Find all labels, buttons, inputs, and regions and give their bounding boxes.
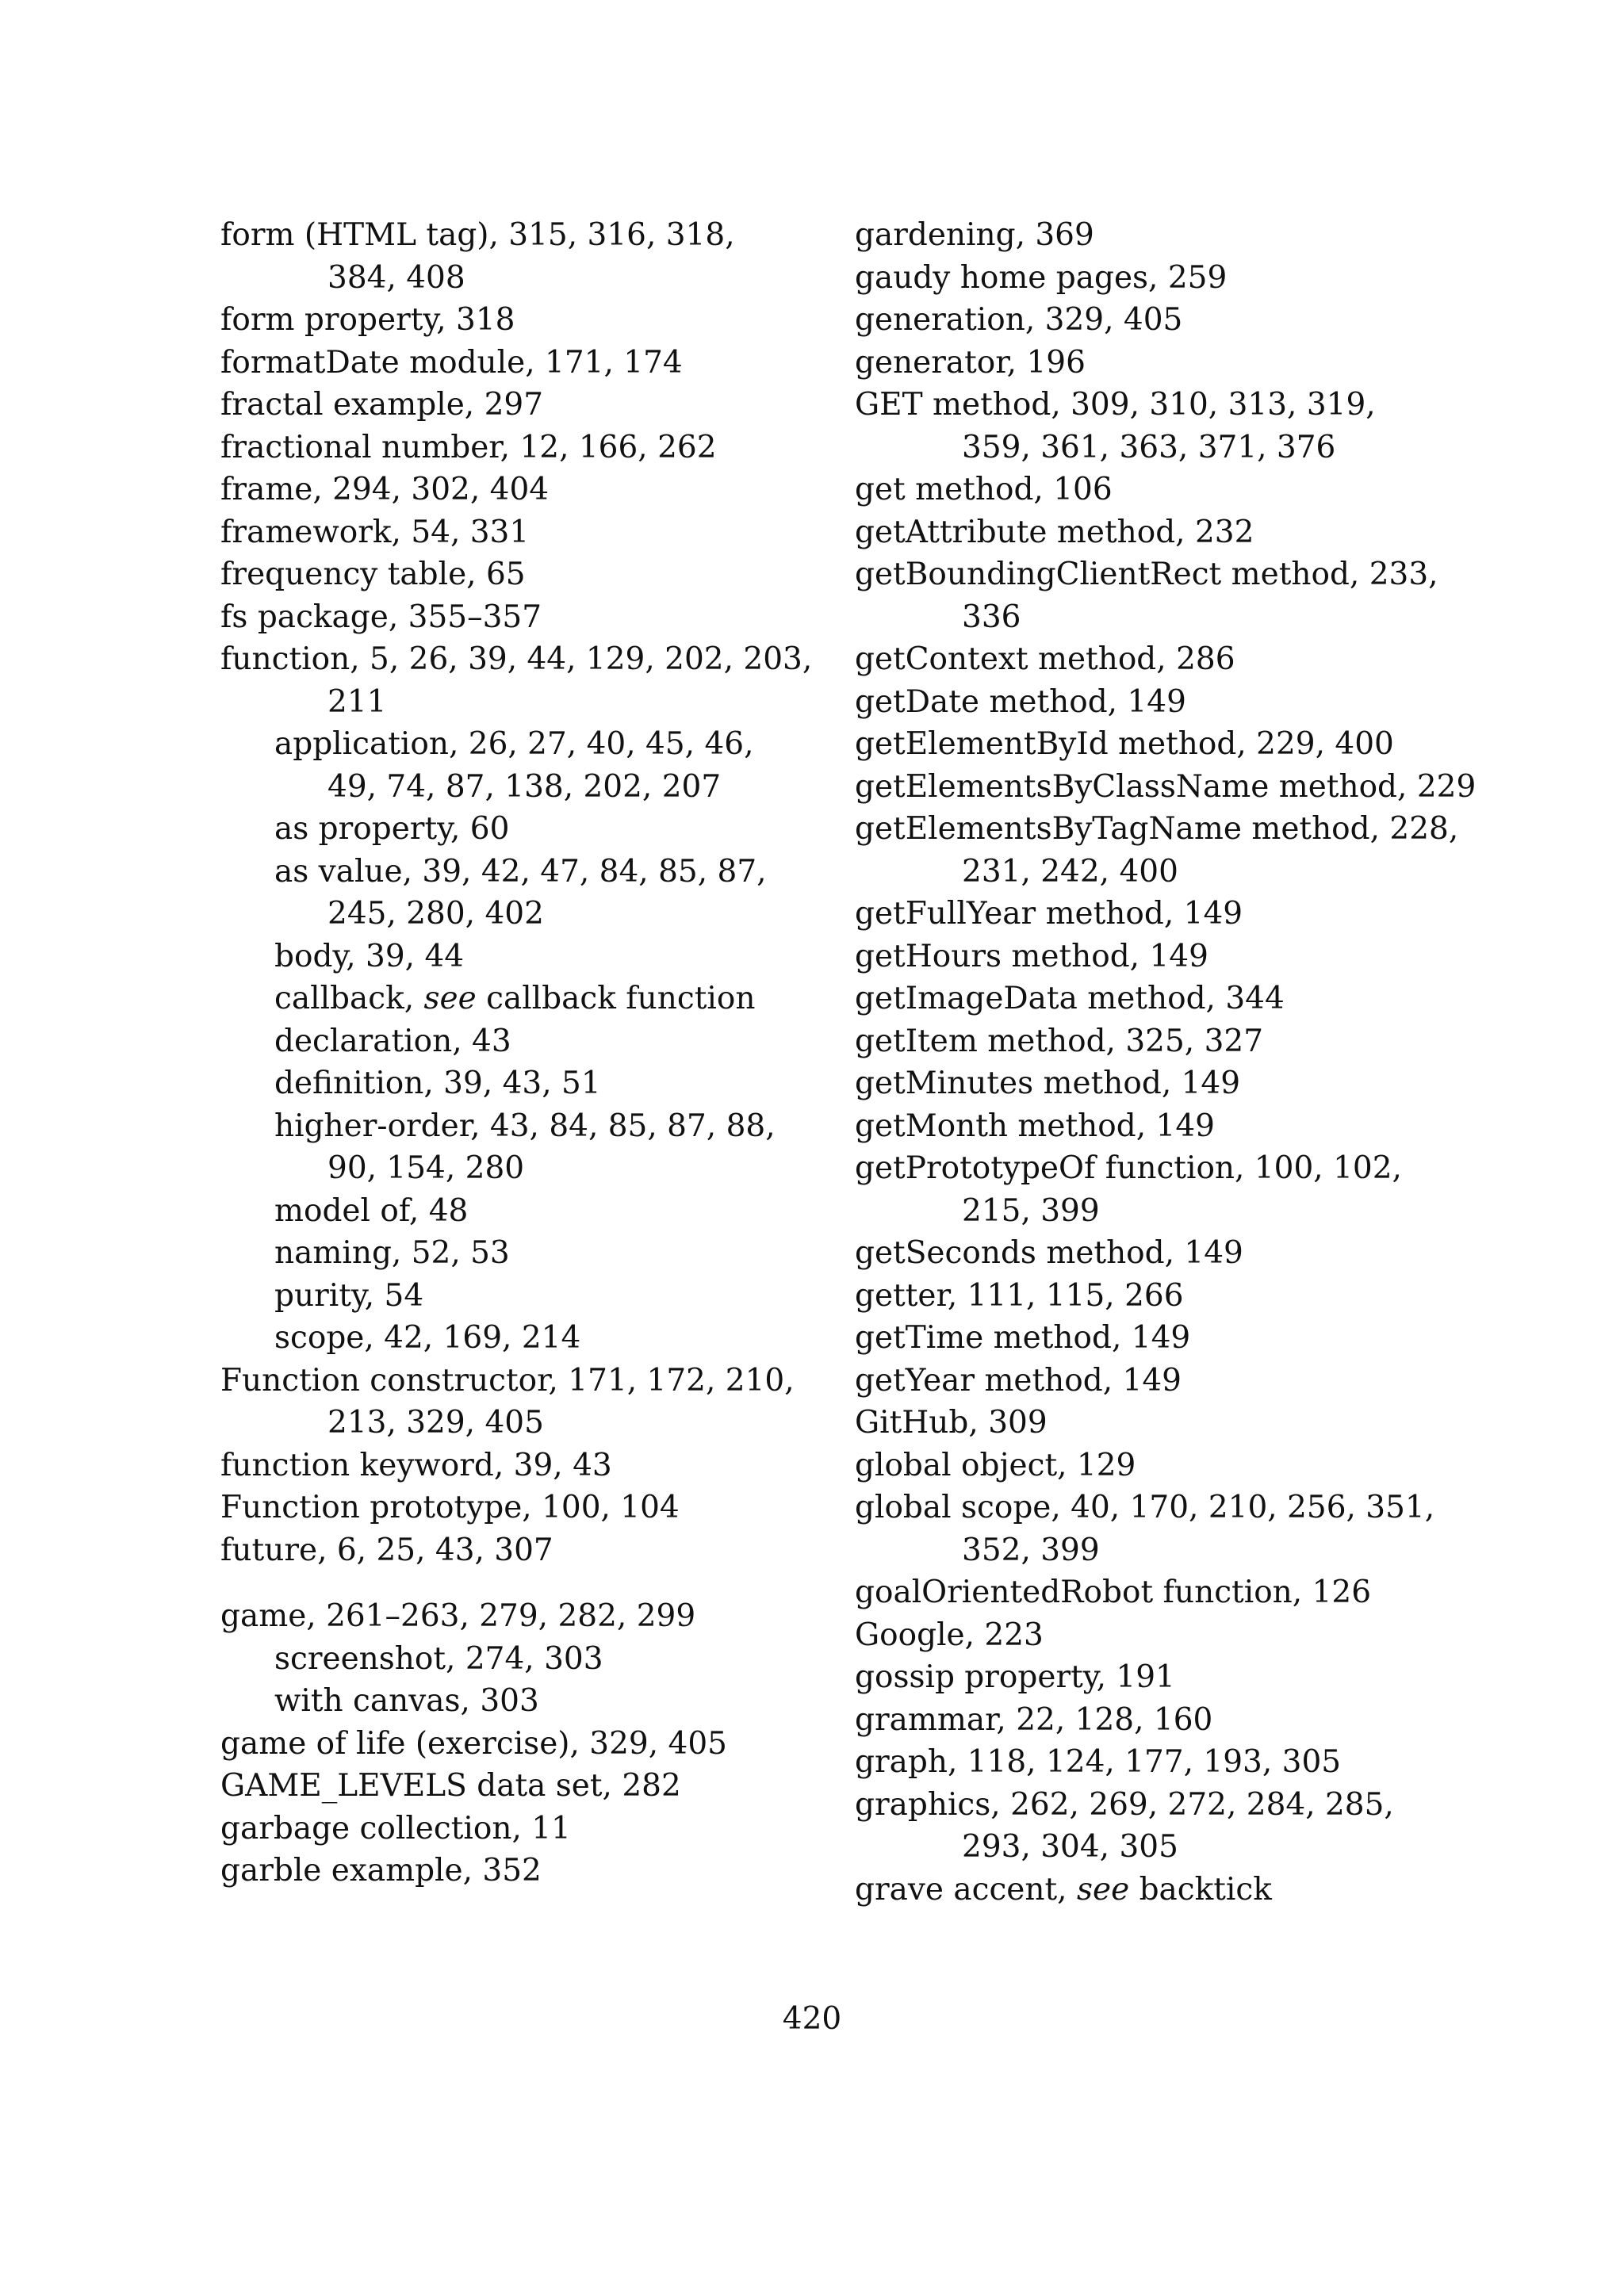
index-entry: global scope, 40, 170, 210, 256, 351, — [855, 1490, 1435, 1525]
index-entry: future, 6, 25, 43, 307 — [220, 1532, 553, 1568]
index-entry-continuation: 215, 399 — [962, 1192, 1100, 1229]
index-column-right — [855, 214, 1477, 1911]
index-entry: getYear method, 149 — [855, 1362, 1182, 1399]
index-entry-continuation: 49, 74, 87, 138, 202, 207 — [327, 768, 722, 805]
index-entry: grammar, 22, 128, 160 — [855, 1701, 1213, 1738]
index-entry: GitHub, 309 — [855, 1405, 1048, 1441]
see-target: callback function — [476, 981, 756, 1016]
index-entry-text: callback, — [274, 981, 424, 1016]
index-entry-continuation: 336 — [962, 599, 1021, 635]
index-entry-text: grave accent, — [855, 1871, 1077, 1908]
index-entry: form property, 318 — [220, 302, 515, 338]
index-subentry: declaration, 43 — [274, 1023, 511, 1059]
index-entry: game of life (exercise), 329, 405 — [220, 1725, 727, 1762]
index-entry: getElementsByClassName method, 229 — [855, 768, 1477, 805]
see-target: backtick — [1129, 1871, 1272, 1908]
index-entry: getItem method, 325, 327 — [855, 1023, 1264, 1059]
index-entry: form (HTML tag), 315, 316, 318, — [220, 217, 735, 253]
index-entry: framework, 54, 331 — [220, 514, 530, 550]
index-column-left — [220, 214, 813, 1892]
index-entry: function keyword, 39, 43 — [220, 1447, 612, 1483]
see-reference: see — [1076, 1871, 1130, 1908]
index-entry: get method, 106 — [855, 472, 1113, 507]
index-entry-continuation: 245, 280, 402 — [327, 896, 544, 932]
index-entry: fs package, 355–357 — [220, 599, 542, 635]
index-entry: getElementById method, 229, 400 — [855, 726, 1394, 762]
index-entry-continuation: 213, 329, 405 — [327, 1405, 544, 1441]
index-entry: getImageData method, 344 — [855, 981, 1285, 1016]
index-subentry: definition, 39, 43, 51 — [274, 1066, 601, 1101]
index-entry — [855, 1869, 1410, 1911]
index-subentry: application, 26, 27, 40, 45, 46, — [274, 726, 754, 762]
index-entry: gaudy home pages, 259 — [855, 259, 1228, 296]
see-reference: see — [423, 981, 477, 1016]
index-entry: generator, 196 — [855, 344, 1086, 381]
index-entry: goalOrientedRobot function, 126 — [855, 1575, 1372, 1610]
index-entry: Google, 223 — [855, 1617, 1044, 1653]
index-entry-continuation: 352, 399 — [962, 1532, 1100, 1568]
index-entry-continuation: 211 — [327, 683, 387, 720]
index-subentry: scope, 42, 169, 214 — [274, 1320, 581, 1356]
index-entry: game, 261–263, 279, 282, 299 — [220, 1598, 696, 1634]
index-entry: garbage collection, 11 — [220, 1810, 571, 1846]
index-entry: function, 5, 26, 39, 44, 129, 202, 203, — [220, 641, 813, 677]
index-subentry: purity, 54 — [274, 1277, 424, 1314]
index-entry: generation, 329, 405 — [855, 302, 1183, 338]
index-subentry: naming, 52, 53 — [274, 1235, 510, 1271]
index-subentry: with canvas, 303 — [274, 1683, 539, 1719]
index-entry-continuation: 293, 304, 305 — [962, 1829, 1178, 1865]
index-entry: getTime method, 149 — [855, 1320, 1191, 1356]
index-entry-continuation: 90, 154, 280 — [327, 1150, 525, 1186]
index-entry: gardening, 369 — [855, 217, 1094, 253]
index-entry: frequency table, 65 — [220, 557, 526, 592]
index-entry: frame, 294, 302, 404 — [220, 472, 550, 507]
index-entry: getMonth method, 149 — [855, 1108, 1215, 1144]
index-entry-continuation: 384, 408 — [327, 259, 465, 296]
index-subentry: higher-order, 43, 84, 85, 87, 88, — [274, 1108, 776, 1144]
index-entry: getElementsByTagName method, 228, — [855, 811, 1459, 847]
index-entry: getSeconds method, 149 — [855, 1235, 1243, 1271]
index-subentry: body, 39, 44 — [274, 938, 465, 974]
index-subentry: as value, 39, 42, 47, 84, 85, 87, — [274, 853, 767, 890]
index-entry: gossip property, 191 — [855, 1659, 1175, 1695]
index-entry: getContext method, 286 — [855, 641, 1235, 677]
index-subentry: screenshot, 274, 303 — [274, 1640, 603, 1677]
index-entry: global object, 129 — [855, 1447, 1136, 1483]
index-entry: getPrototypeOf function, 100, 102, — [855, 1150, 1402, 1186]
index-subentry: model of, 48 — [274, 1192, 469, 1229]
index-entry: getDate method, 149 — [855, 683, 1186, 720]
index-subentry — [220, 978, 768, 1020]
index-entry: GAME_LEVELS data set, 282 — [220, 1768, 681, 1804]
page-number: 420 — [782, 2001, 842, 2037]
index-entry: getFullYear method, 149 — [855, 896, 1243, 932]
letter-group-gap — [220, 1571, 768, 1595]
index-entry: getMinutes method, 149 — [855, 1066, 1241, 1101]
index-entry: graphics, 262, 269, 272, 284, 285, — [855, 1786, 1394, 1823]
index-subentry: as property, 60 — [274, 811, 510, 847]
index-entry: getHours method, 149 — [855, 938, 1208, 974]
index-entry: Function constructor, 171, 172, 210, — [220, 1362, 795, 1399]
index-entry: GET method, 309, 310, 313, 319, — [855, 387, 1376, 423]
index-entry: Function prototype, 100, 104 — [220, 1490, 680, 1525]
index-entry: graph, 118, 124, 177, 193, 305 — [855, 1744, 1342, 1780]
index-entry: getter, 111, 115, 266 — [855, 1277, 1184, 1314]
index-entry: formatDate module, 171, 174 — [220, 344, 683, 381]
index-entry: getAttribute method, 232 — [855, 514, 1254, 550]
index-entry: fractal example, 297 — [220, 387, 544, 423]
index-entry: fractional number, 12, 166, 262 — [220, 429, 717, 465]
index-entry-continuation: 231, 242, 400 — [962, 853, 1178, 890]
index-entry: getBoundingClientRect method, 233, — [855, 557, 1438, 592]
index-entry: garble example, 352 — [220, 1853, 542, 1888]
index-entry-continuation: 359, 361, 363, 371, 376 — [962, 429, 1336, 465]
